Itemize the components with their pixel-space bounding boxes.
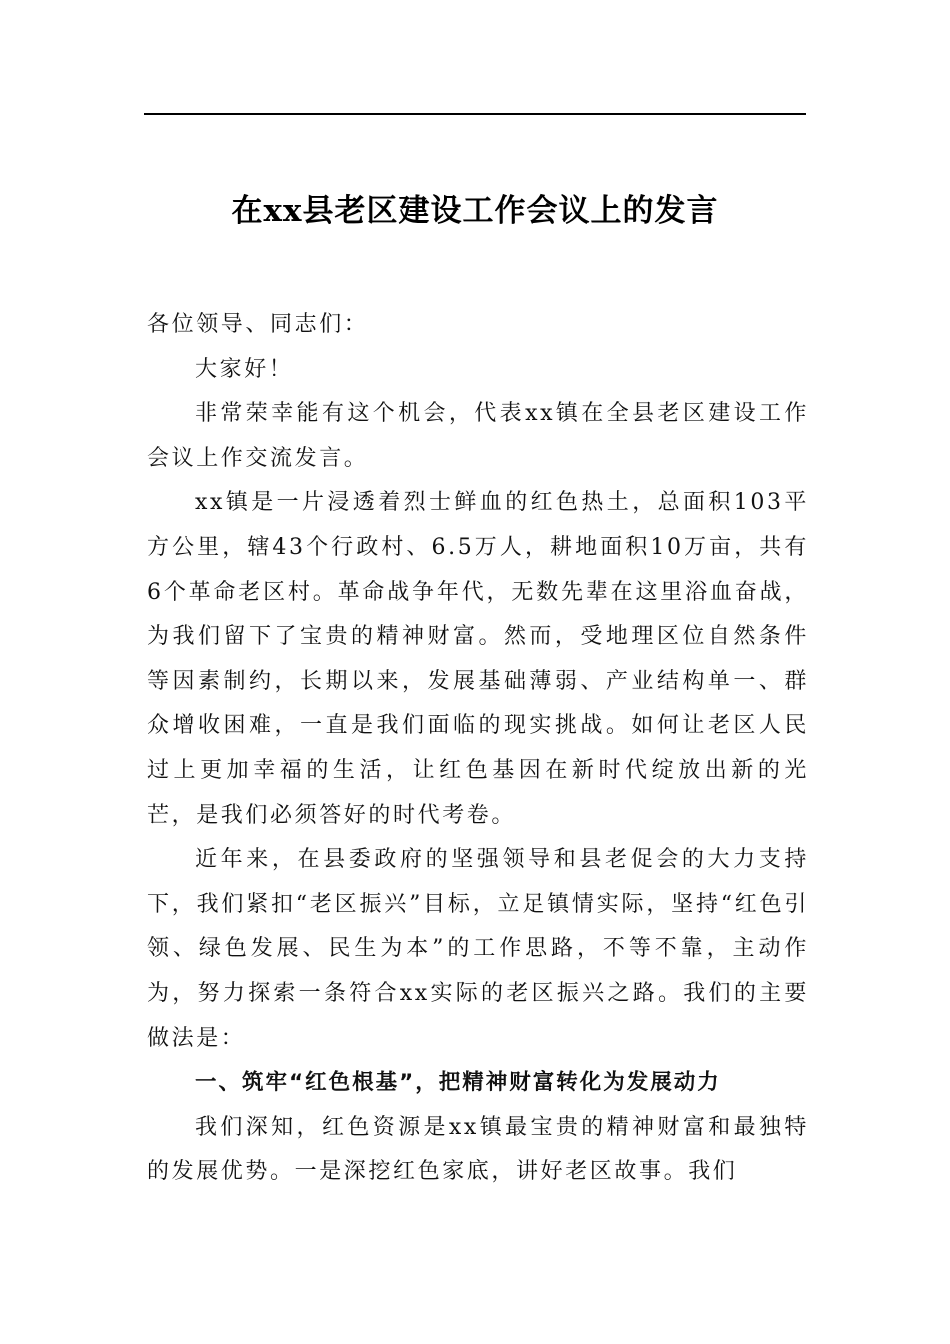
header-rule bbox=[144, 113, 806, 115]
body-paragraph: 我们深知，红色资源是xx镇最宝贵的精神财富和最独特的发展优势。一是深挖红色家底，讲好老区故事。我们 bbox=[147, 1114, 809, 1185]
greeting: 大家好！ bbox=[195, 356, 294, 382]
body-paragraph: xx镇是一片浸透着烈士鲜血的红色热土，总面积103平方公里，辖43个行政村、6.5万人，耕地面积10万亩，共有6个革命老区村。革命战争年代，无数先辈在这里浴血奋战，为我们留下了宝贵的精神财富。然而，受地理区位自然条件等因素制约，长期以来，发展基础薄弱、产业结构单一、群众增收困难，一直是我们面临的现实挑战。如何让老区人民过上更加幸福的生活，让红色基因在新时代绽放出新的光芒，是我们必须答好的时代考卷。 bbox=[147, 490, 809, 828]
salutation: 各位领导、同志们： bbox=[147, 312, 369, 337]
document-title: 在xx县老区建设工作会议上的发言 bbox=[231, 193, 719, 229]
document-body bbox=[147, 303, 809, 1195]
body-paragraph: 近年来，在县委政府的坚强领导和县老促会的大力支持下，我们紧扣“老区振兴”目标，立足镇情实际，坚持“红色引领、绿色发展、民生为本”的工作思路，不等不靠，主动作为，努力探索一条符合xx实际的老区振兴之路。我们的主要做法是： bbox=[147, 847, 809, 1051]
body-paragraph: 非常荣幸能有这个机会，代表xx镇在全县老区建设工作会议上作交流发言。 bbox=[147, 401, 809, 471]
section-heading: 一、筑牢“红色根基”，把精神财富转化为发展动力 bbox=[195, 1070, 721, 1096]
